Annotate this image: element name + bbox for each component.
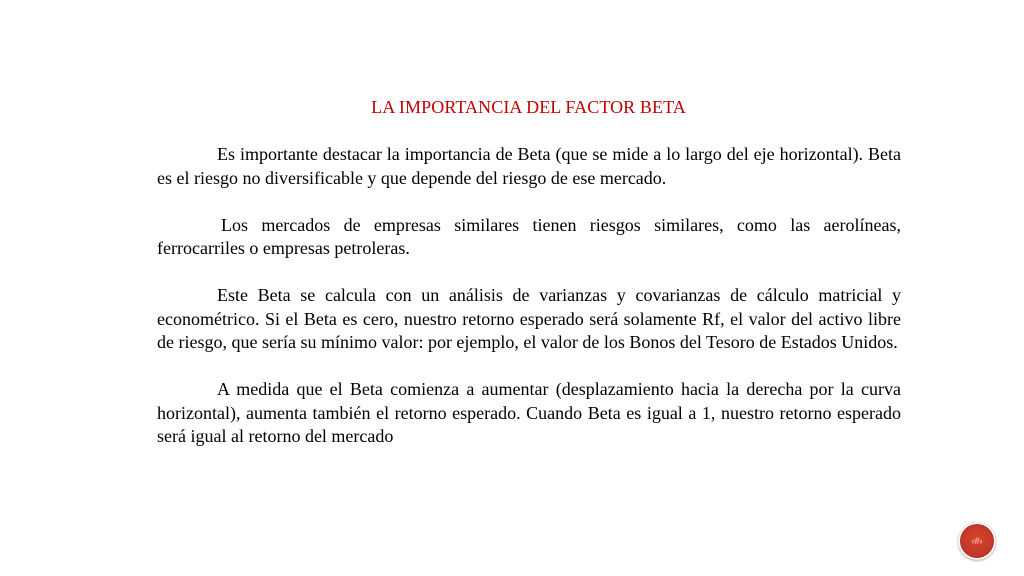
slide-number-badge: ‹#› — [958, 522, 996, 560]
slide-body — [157, 143, 901, 472]
paragraph-beta-increase: A medida que el Beta comienza a aumentar (desplazamiento hacia la derecha por la curva horizontal), aumenta también el retorno esperado. Cuando Beta es igual a 1, nuestro retorno esperado será igual al retorno del mercado — [157, 379, 901, 446]
slide-title: LA IMPORTANCIA DEL FACTOR BETA — [371, 97, 686, 117]
paragraph-beta-calculation: Este Beta se calcula con un análisis de varianzas y covarianzas de cálculo matricial y econométrico. Si el Beta es cero, nuestro retorno esperado será solamente Rf, el valor del activo libre de riesgo, que sería su mínimo valor: por ejemplo, el valor de los Bonos del Tesoro de Estados Unidos. — [157, 285, 901, 352]
paragraph-similar-markets: Los mercados de empresas similares tienen riesgos similares, como las aerolíneas, ferrocarriles o empresas petroleras. — [157, 214, 901, 258]
paragraph-beta-definition: Es importante destacar la importancia de Beta (que se mide a lo largo del eje horizontal). Beta es el riesgo no diversificable y que depende del riesgo de ese mercado. — [157, 144, 901, 188]
